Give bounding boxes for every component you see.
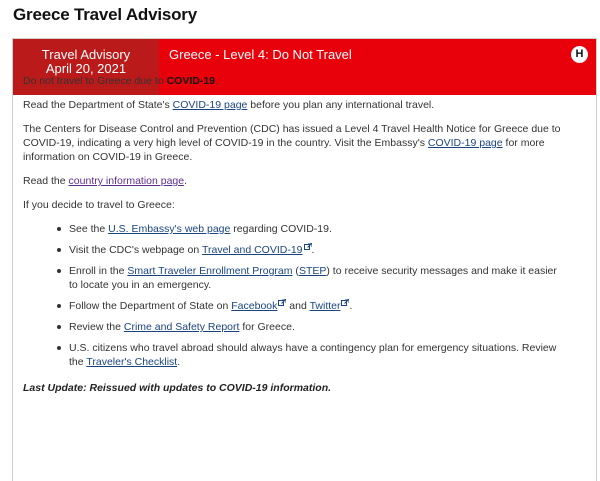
paragraph-country-info: Read the country information page. <box>23 175 188 187</box>
external-link-icon <box>304 243 312 250</box>
advisory-content <box>23 74 568 405</box>
list-item: Review the Crime and Safety Report for Greece. <box>57 320 568 334</box>
paragraph-cdc: The Centers for Disease Control and Prevention (CDC) has issued a Level 4 Travel Health Notice for Greece due to COVID-19, indicating a very high level of COVID-19 in the country. Visit the Embassy's COVID-19 page for more information on COVID-19 in Greece. <box>23 123 561 163</box>
covid-bold: COVID-19 <box>166 75 216 87</box>
external-link-icon <box>278 299 286 306</box>
paragraph-if-travel: If you decide to travel to Greece: <box>23 199 175 211</box>
list-item: U.S. citizens who travel abroad should always have a contingency plan for emergency situations. Review the Traveler's Checklist. <box>57 341 568 369</box>
step-link[interactable]: STEP <box>298 265 327 277</box>
travelers-checklist-link[interactable]: Traveler's Checklist <box>86 356 178 368</box>
embassy-covid-page-link[interactable]: COVID-19 page <box>427 137 503 149</box>
external-link-icon <box>341 299 349 306</box>
facebook-link[interactable]: Facebook <box>231 300 278 312</box>
list-item: Enroll in the Smart Traveler Enrollment Program (STEP) to receive security messages and make it easier to locate you in an emergency. <box>57 264 568 292</box>
embassy-web-page-link[interactable]: U.S. Embassy's web page <box>108 223 231 235</box>
list-item: Follow the Department of State on Facebook and Twitter . <box>57 299 568 313</box>
list-item: See the U.S. Embassy's web page regarding COVID-19. <box>57 222 568 236</box>
country-information-link[interactable]: country information page <box>68 175 185 187</box>
last-update: Last Update: Reissued with updates to COVID-19 information. <box>23 382 332 394</box>
travel-tips-list <box>23 222 568 369</box>
advisory-label: Travel Advisory <box>41 47 131 62</box>
advisory-date: April 20, 2021 <box>45 61 127 76</box>
crime-safety-report-link[interactable]: Crime and Safety Report <box>123 321 240 333</box>
dos-covid-page-link[interactable]: COVID-19 page <box>172 99 248 111</box>
list-item: Visit the CDC's webpage on Travel and COVID-19 . <box>57 243 568 257</box>
advisory-level: Greece - Level 4: Do Not Travel <box>169 47 352 62</box>
smart-traveler-link[interactable]: Smart Traveler Enrollment Program <box>127 265 293 277</box>
travel-and-covid-link[interactable]: Travel and COVID-19 <box>201 244 303 256</box>
twitter-link[interactable]: Twitter <box>309 300 341 312</box>
page-title: Greece Travel Advisory <box>13 5 197 24</box>
paragraph-do-not-travel: Do not travel to Greece due to COVID-19. <box>23 75 218 87</box>
paragraph-dos-covid: Read the Department of State's COVID-19 page before you plan any international travel. <box>23 99 435 111</box>
h-badge-icon[interactable]: H <box>571 46 588 63</box>
